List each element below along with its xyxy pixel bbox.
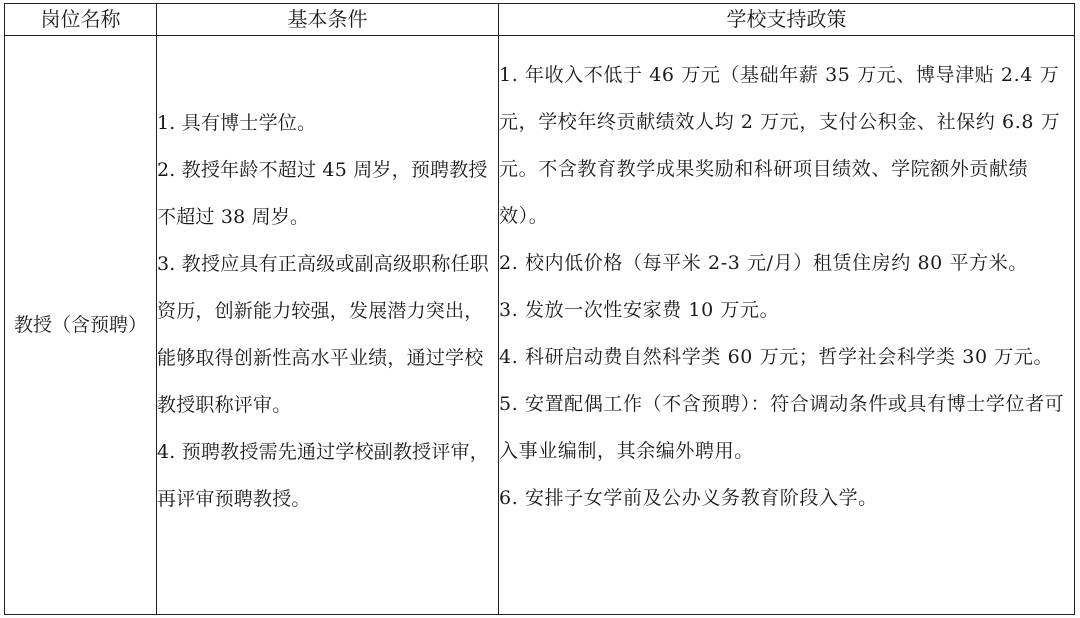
conditions-list [157, 100, 498, 523]
condition-item: 4. 预聘教授需先通过学校副教授评审，再评审预聘教授。 [157, 441, 489, 510]
header-post-name: 岗位名称 [5, 4, 157, 36]
policy-item: 1. 年收入不低于 46 万元（基础年薪 35 万元、博导津贴 2.4 万元，学校年终贡献绩效人均 2 万元，支付公积金、社保约 6.8 万元。不含教育教学成果奖励和科研项目绩效、学院额外贡献绩效）。 [499, 64, 1061, 227]
policy-item: 6. 安排子女学前及公办义务教育阶段入学。 [499, 487, 878, 509]
policy-item: 3. 发放一次性安家费 10 万元。 [499, 299, 780, 321]
condition-item: 3. 教授应具有正高级或副高级职称任职资历，创新能力较强，发展潜力突出，能够取得创新性高水平业绩，通过学校教授职称评审。 [157, 253, 489, 416]
conditions-cell [157, 36, 499, 615]
condition-item: 2. 教授年龄不超过 45 周岁，预聘教授不超过 38 周岁。 [157, 159, 488, 228]
table-row [5, 36, 1075, 615]
policy-item: 2. 校内低价格（每平米 2-3 元/月）租赁住房约 80 平方米。 [499, 252, 1028, 274]
header-basic-conditions: 基本条件 [157, 4, 499, 36]
condition-item: 1. 具有博士学位。 [157, 112, 317, 134]
recruitment-policy-table [4, 3, 1075, 615]
policy-item: 4. 科研启动费自然科学类 60 万元；哲学社会科学类 30 万元。 [499, 346, 1054, 368]
policy-item: 5. 安置配偶工作（不含预聘）：符合调动条件或具有博士学位者可入事业编制，其余编外聘用。 [499, 393, 1065, 462]
policies-list [499, 52, 1074, 522]
table-header-row [5, 4, 1075, 36]
post-name-cell: 教授（含预聘） [5, 36, 157, 615]
policies-cell [499, 36, 1075, 615]
header-support-policy: 学校支持政策 [499, 4, 1075, 36]
